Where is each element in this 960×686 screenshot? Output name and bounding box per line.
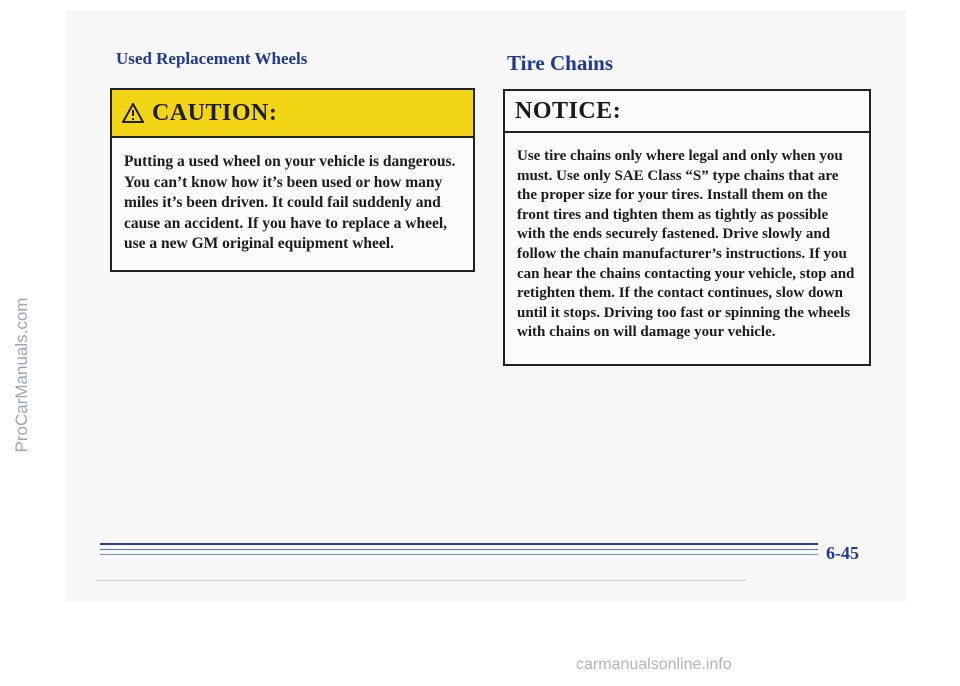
- caution-text: Putting a used wheel on your vehicle is dangerous. You can’t know how it’s been used or how many miles it’s been driven. It could fail suddenly and cause an accident. If you have to replace a wheel, use a new GM original equipment wheel.: [124, 153, 456, 252]
- caution-title: CAUTION:: [152, 99, 278, 126]
- section-heading-tire-chains: Tire Chains: [507, 51, 614, 75]
- page-number: 6-45: [826, 543, 859, 563]
- notice-header: [505, 91, 869, 133]
- footer-rule-thin: [100, 554, 818, 555]
- bottom-rule: [96, 580, 746, 581]
- caution-box: [110, 88, 475, 272]
- warning-triangle-icon: [122, 103, 144, 123]
- footer-rule-thin: [100, 549, 818, 550]
- notice-text: Use tire chains only where legal and only when you must. Use only SAE Class “S” type chains that are the proper size for your tires. Install them on the front tires and tighten them as tightly as possible with the ends securely fastened. Drive slowly and follow the chain manufacturer’s instructions. If you can hear the chains contacting your vehicle, stop and retighten them. If the contact continues, slow down until it stops. Driving too fast or spinning the wheels with chains on will damage your vehicle.: [517, 148, 855, 341]
- footer-rule: [100, 543, 818, 545]
- caution-header: [112, 90, 473, 138]
- notice-title: NOTICE:: [515, 97, 622, 124]
- notice-box: [503, 89, 871, 366]
- section-heading-used-wheels: Used Replacement Wheels: [116, 49, 308, 68]
- bottom-watermark: carmanualsonline.info: [576, 656, 732, 673]
- side-watermark: ProCarManuals.com: [12, 297, 31, 453]
